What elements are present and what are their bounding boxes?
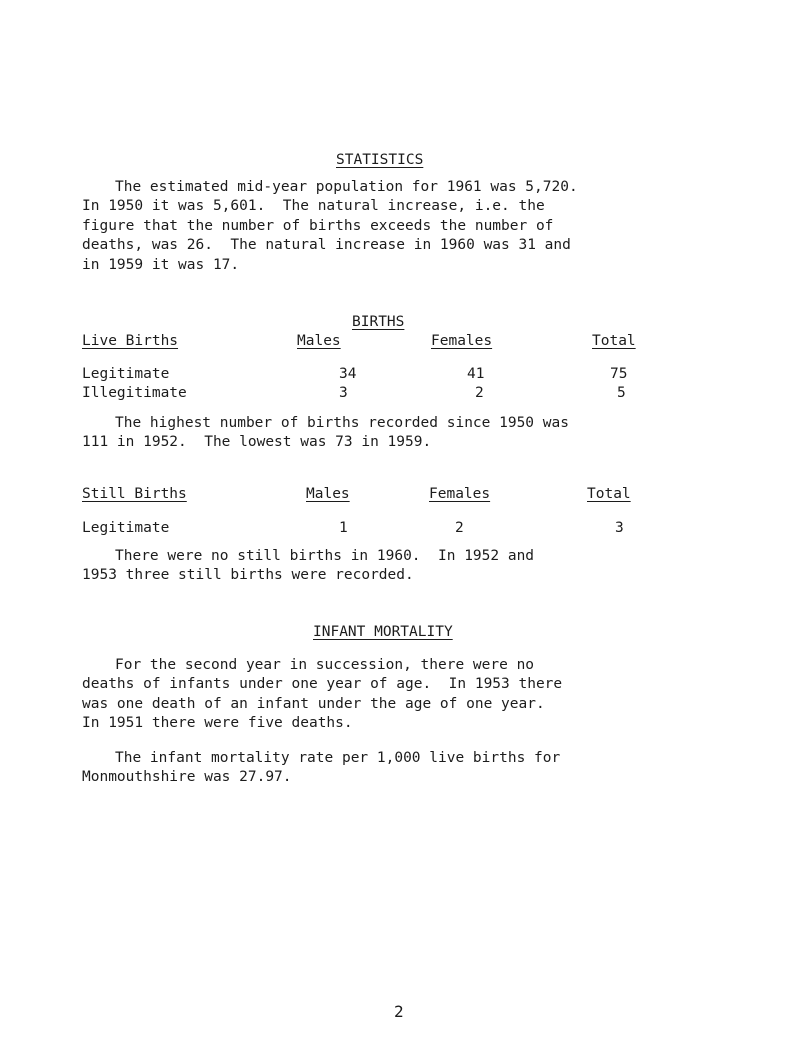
para-line: For the second year in succession, there were no <box>115 657 535 673</box>
row-total: 3 <box>615 520 624 536</box>
para-line: In 1951 there were five deaths. <box>82 715 353 731</box>
row-males: 1 <box>339 520 348 536</box>
row-females: 2 <box>475 385 484 401</box>
births-header-males: Males <box>297 333 341 349</box>
row-total: 75 <box>610 366 628 382</box>
page-number: 2 <box>394 1002 404 1021</box>
row-label: Legitimate <box>82 366 170 382</box>
note-line: 111 in 1952. The lowest was 73 in 1959. <box>82 434 432 450</box>
intro-line: deaths, was 26. The natural increase in 1960 was 31 and <box>82 237 571 253</box>
births-header-females: Females <box>431 333 493 349</box>
row-label: Legitimate <box>82 520 170 536</box>
page-title: STATISTICS <box>336 152 424 168</box>
intro-line: in 1959 it was 17. <box>82 257 240 273</box>
note-line: The highest number of births recorded since 1950 was <box>115 415 569 431</box>
still-header-label: Still Births <box>82 486 187 502</box>
row-females: 41 <box>467 366 485 382</box>
row-males: 3 <box>339 385 348 401</box>
note-line: 1953 three still births were recorded. <box>82 567 414 583</box>
note-line: There were no still births in 1960. In 1952 and <box>115 548 535 564</box>
para-line: was one death of an infant under the age of one year. <box>82 696 545 712</box>
intro-line: The estimated mid-year population for 1961 was 5,720. <box>115 179 578 195</box>
para-line: Monmouthshire was 27.97. <box>82 769 292 785</box>
row-females: 2 <box>455 520 464 536</box>
births-header-total: Total <box>592 333 636 349</box>
intro-line: figure that the number of births exceeds the number of <box>82 218 554 234</box>
still-header-males: Males <box>306 486 350 502</box>
row-males: 34 <box>339 366 357 382</box>
para-line: The infant mortality rate per 1,000 live births for <box>115 750 561 766</box>
row-label: Illegitimate <box>82 385 187 401</box>
births-heading: BIRTHS <box>352 314 405 330</box>
infant-mortality-heading: INFANT MORTALITY <box>313 624 453 640</box>
row-total: 5 <box>617 385 626 401</box>
still-header-total: Total <box>587 486 631 502</box>
para-line: deaths of infants under one year of age. In 1953 there <box>82 676 563 692</box>
births-header-label: Live Births <box>82 333 179 349</box>
intro-line: In 1950 it was 5,601. The natural increase, i.e. the <box>82 198 545 214</box>
still-header-females: Females <box>429 486 491 502</box>
